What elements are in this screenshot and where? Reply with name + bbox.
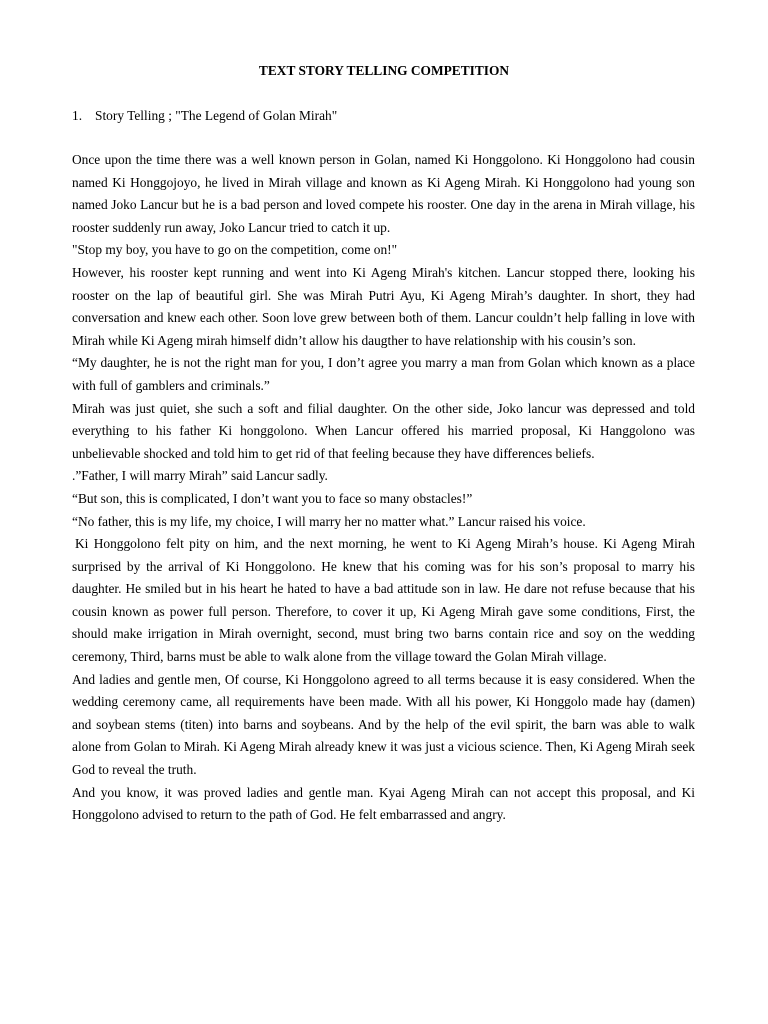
paragraph: And you know, it was proved ladies and gentle man. Kyai Ageng Mirah can not accept this proposal, and Ki Honggolono advised to return to the path of God. He felt embarrassed and angry. <box>72 784 695 823</box>
paragraph: "Stop my boy, you have to go on the competition, come on!" <box>72 242 398 258</box>
paragraph: However, his rooster kept running and went into Ki Ageng Mirah's kitchen. Lancur stopped there, looking his rooster on the lap of beautiful girl. She was Mirah Putri Ayu, Ki Ageng Mirah’s daughter. In short, they had conversation and knew each other. Soon love grew between both of them. Lancur couldn’t help falling in love with Mirah while Ki Ageng mirah himself didn’t allow his daugther to have relationship with his cousin’s son. <box>72 264 695 348</box>
document-title: TEXT STORY TELLING COMPETITION <box>258 63 510 78</box>
paragraph: “No father, this is my life, my choice, I will marry her no matter what.” Lancur raised his voice. <box>72 513 586 529</box>
story-body <box>72 149 695 827</box>
section-heading <box>72 107 337 125</box>
paragraph: And ladies and gentle men, Of course, Ki Honggolono agreed to all terms because it is easy considered. When the wedding ceremony came, all requirements have been made. With all his power, Ki Honggolo made hay (damen) and soybean stems (titen) into barns and soybeans. And by the help of the evil spirit, the barn was able to walk alone from Golan to Mirah. Ki Ageng Mirah already knew it was just a vicious science. Then, Ki Ageng Mirah seek God to reveal the truth. <box>72 671 695 778</box>
paragraph: .”Father, I will marry Mirah” said Lancur sadly. <box>72 468 328 484</box>
paragraph: Once upon the time there was a well known person in Golan, named Ki Honggolono. Ki Honggolono had cousin named Ki Honggojoyo, he lived in Mirah village and known as Ki Ageng Mirah. Ki Honggolono had young son named Joko Lancur but he is a bad person and loved compete his rooster. One day in the arena in Mirah village, his rooster suddenly run away, Joko Lancur tried to catch it up. <box>72 152 695 235</box>
paragraph: “My daughter, he is not the right man for you, I don’t agree you marry a man from Golan which known as a place with full of gamblers and criminals.” <box>72 355 695 393</box>
section-number: 1. <box>72 108 83 123</box>
paragraph: “But son, this is complicated, I don’t want you to face so many obstacles!” <box>72 490 473 506</box>
section-label: Story Telling ; "The Legend of Golan Mirah" <box>95 108 338 123</box>
paragraph: Ki Honggolono felt pity on him, and the next morning, he went to Ki Ageng Mirah’s house. Ki Ageng Mirah surprised by the arrival of Ki Honggolono. He knew that his coming was for his son’s proposal to marry his daughter. He smiled but in his heart he hated to have a bad attitude son in law. He dare not refuse because that his cousin known as power full person. Therefore, to cover it up, Ki Ageng Mirah gave some conditions, First, the should make irrigation in Mirah overnight, second, must bring two barns contain rice and soy on the wedding ceremony, Third, barns must be able to walk alone from the village toward the Golan Mirah village. <box>72 536 695 665</box>
paragraph: Mirah was just quiet, she such a soft and filial daughter. On the other side, Joko lancur was depressed and told everything to his father Ki honggolono. When Lancur offered his married proposal, Ki Hanggolono was unbelievable shocked and told him to get rid of that feeling because they have differences beliefs. <box>72 400 695 461</box>
